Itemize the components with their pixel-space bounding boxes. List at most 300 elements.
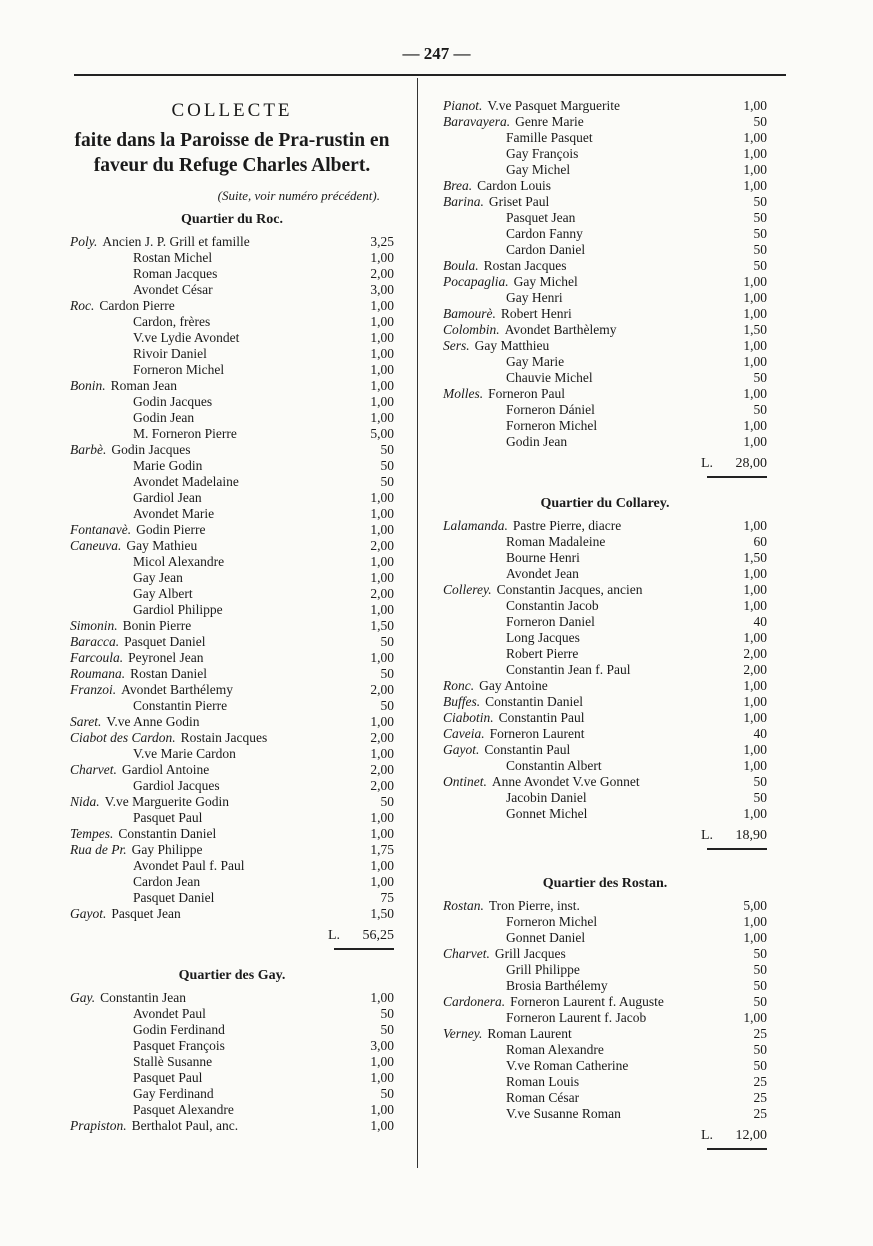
donor-name: Rostan Jacques (483, 258, 567, 273)
donor-name: Jacobin Daniel (506, 790, 587, 805)
donation-amount: 50 (753, 1058, 767, 1073)
donor-row (70, 234, 394, 250)
donation-amount: 50 (380, 666, 394, 681)
donor-name: Godin Jacques (111, 442, 191, 457)
donation-amount: 1,00 (370, 490, 394, 505)
donation-amount: 1,00 (743, 418, 767, 433)
header-rule (74, 74, 786, 76)
donor-row (443, 386, 767, 402)
donor-row (443, 1042, 767, 1058)
donor-name: Godin Jacques (133, 394, 213, 409)
place-name: Cardonera. (443, 994, 506, 1009)
section-gay-continued-list (443, 98, 767, 450)
total-label: L. (700, 1128, 713, 1143)
donation-amount: 5,00 (743, 898, 767, 913)
donor-name: Rostan Daniel (130, 666, 207, 681)
donor-row (443, 434, 767, 450)
place-name: Ronc. (443, 678, 475, 693)
donor-name: Constantin Pierre (133, 698, 228, 713)
donation-amount: 1,00 (743, 290, 767, 305)
donor-name: Gardiol Jean (133, 490, 202, 505)
donor-row (70, 266, 394, 282)
donor-name: Avondet Jean (506, 566, 579, 581)
donation-amount: 2,00 (370, 762, 394, 777)
donation-amount: 1,00 (370, 250, 394, 265)
donor-name: Gay Antoine (479, 678, 548, 693)
donation-amount: 50 (753, 962, 767, 977)
donor-name: Anne Avondet V.ve Gonnet (491, 774, 640, 789)
donor-name: V.ve Anne Godin (106, 714, 200, 729)
donation-amount: 2,00 (370, 730, 394, 745)
donor-name: Forneron Paul (488, 386, 565, 401)
donation-amount: 1,00 (370, 506, 394, 521)
donor-name: Griset Paul (488, 194, 550, 209)
donor-name: Berthalot Paul, anc. (131, 1118, 239, 1133)
place-name: Pianot. (443, 98, 483, 113)
donor-name: Chauvie Michel (506, 370, 593, 385)
donor-name: Stallè Susanne (133, 1054, 213, 1069)
donation-amount: 1,00 (743, 518, 767, 533)
section-gay-list (70, 990, 394, 1134)
section-heading-rostan: Quartier des Rostan. (542, 876, 668, 891)
donor-row (443, 534, 767, 550)
donor-name: Micol Alexandre (133, 554, 225, 569)
donor-name: Gay Marie (506, 354, 565, 369)
donor-row (70, 858, 394, 874)
donation-amount: 50 (753, 210, 767, 225)
place-name: Gayot. (70, 906, 107, 921)
donor-name: Cardon Fanny (506, 226, 583, 241)
donor-row (443, 242, 767, 258)
donation-amount: 1,00 (743, 306, 767, 321)
donor-row (443, 518, 767, 534)
donation-amount: 50 (753, 370, 767, 385)
donor-row (443, 946, 767, 962)
donor-row (70, 794, 394, 810)
place-name: Roc. (70, 298, 95, 313)
donor-name: Roman Laurent (487, 1026, 572, 1041)
donor-name: Pasquet Paul (133, 1070, 203, 1085)
donor-name: Grill Philippe (506, 962, 580, 977)
donor-row (70, 1038, 394, 1054)
donation-amount: 1,00 (743, 386, 767, 401)
donation-amount: 1,00 (743, 1010, 767, 1025)
donor-row (70, 634, 394, 650)
donor-name: Pasquet Jean (111, 906, 181, 921)
donor-name: Bourne Henri (506, 550, 580, 565)
place-name: Baravayera. (443, 114, 511, 129)
donor-row (70, 698, 394, 714)
total-rule (707, 1148, 767, 1150)
donor-name: Cardon, frères (133, 314, 211, 329)
donation-amount: 2,00 (370, 266, 394, 281)
donation-amount: 1,00 (743, 338, 767, 353)
donation-amount: 1,00 (743, 930, 767, 945)
section-rostan-list (443, 898, 767, 1122)
place-name: Colombin. (443, 322, 500, 337)
donation-amount: 1,00 (743, 566, 767, 581)
donor-name: Pasquet Paul (133, 810, 203, 825)
place-name: Simonin. (70, 618, 118, 633)
donor-name: Rivoir Daniel (133, 346, 207, 361)
donor-name: Gay François (506, 146, 579, 161)
donor-row (70, 378, 394, 394)
donor-name: Pasquet Daniel (124, 634, 206, 649)
donation-amount: 2,00 (743, 662, 767, 677)
donor-name: V.ve Roman Catherine (506, 1058, 629, 1073)
donor-row (70, 330, 394, 346)
donor-row (443, 274, 767, 290)
donor-row (70, 1118, 394, 1134)
total-label: L. (700, 828, 713, 843)
section-heading-collarey: Quartier du Collarey. (540, 496, 670, 511)
donation-amount: 1,00 (743, 434, 767, 449)
donor-row (443, 1058, 767, 1074)
donor-row (443, 178, 767, 194)
donor-name: Gay Albert (133, 586, 193, 601)
collection-subtitle: faite dans la Paroisse de Pra-rustin en faveur du Refuge Charles Albert. (74, 130, 390, 176)
donation-amount: 25 (753, 1074, 767, 1089)
donor-row (70, 842, 394, 858)
donor-row (443, 290, 767, 306)
donor-name: Marie Godin (133, 458, 203, 473)
place-name: Farcoula. (70, 650, 124, 665)
donor-name: Constantin Daniel (485, 694, 583, 709)
donor-name: Ancien J. P. Grill et famille (102, 234, 250, 249)
donation-amount: 1,00 (370, 990, 394, 1005)
donation-amount: 1,00 (370, 570, 394, 585)
donor-row (70, 714, 394, 730)
collection-title: COLLECTE (171, 100, 293, 121)
section-collarey-total (443, 826, 767, 846)
left-column (70, 100, 394, 1134)
donation-amount: 1,00 (743, 98, 767, 113)
place-name: Verney. (443, 1026, 483, 1041)
donor-row (70, 394, 394, 410)
donation-amount: 1,00 (370, 378, 394, 393)
donation-amount: 1,00 (743, 130, 767, 145)
donation-amount: 2,00 (370, 586, 394, 601)
donation-amount: 3,00 (370, 1038, 394, 1053)
total-label: L. (700, 456, 713, 471)
donation-amount: 1,00 (743, 274, 767, 289)
donor-name: Constantin Jacques, ancien (496, 582, 643, 597)
donor-row (70, 618, 394, 634)
donor-row (70, 1086, 394, 1102)
donor-row (443, 130, 767, 146)
donor-row (70, 778, 394, 794)
donor-name: Avondet Marie (133, 506, 215, 521)
donation-amount: 1,00 (743, 710, 767, 725)
donor-name: Gay Henri (506, 290, 563, 305)
donation-amount: 1,00 (370, 602, 394, 617)
donation-amount: 1,00 (743, 146, 767, 161)
donation-amount: 50 (380, 1006, 394, 1021)
donation-amount: 2,00 (370, 538, 394, 553)
column-divider (417, 78, 418, 1168)
donor-name: Avondet Madelaine (133, 474, 239, 489)
donation-amount: 50 (753, 946, 767, 961)
donor-row (443, 914, 767, 930)
donation-amount: 1,00 (370, 298, 394, 313)
donation-amount: 75 (380, 890, 394, 905)
donor-row (443, 194, 767, 210)
donor-row (443, 338, 767, 354)
place-name: Nida. (70, 794, 100, 809)
donor-name: Pasquet François (133, 1038, 225, 1053)
donation-amount: 25 (753, 1026, 767, 1041)
donor-row (70, 1070, 394, 1086)
donor-name: Forneron Michel (506, 914, 598, 929)
donation-amount: 1,00 (370, 714, 394, 729)
donor-name: Gardiol Philippe (133, 602, 223, 617)
donor-row (443, 726, 767, 742)
donation-amount: 1,00 (370, 522, 394, 537)
continuation-note: (Suite, voir numéro précédent). (217, 188, 380, 203)
donation-amount: 50 (380, 634, 394, 649)
donor-name: Roman Louis (506, 1074, 580, 1089)
donor-row (443, 806, 767, 822)
donor-name: V.ve Susanne Roman (506, 1106, 621, 1121)
donor-name: Tron Pierre, inst. (488, 898, 580, 913)
total-value: 56,25 (362, 928, 394, 943)
section-heading-gay: Quartier des Gay. (178, 968, 286, 983)
donor-row (70, 522, 394, 538)
donor-name: Avondet Paul f. Paul (133, 858, 245, 873)
donor-row (70, 666, 394, 682)
donation-amount: 1,00 (743, 178, 767, 193)
donation-amount: 1,00 (743, 806, 767, 821)
place-name: Collerey. (443, 582, 492, 597)
donor-row (443, 790, 767, 806)
donor-row (443, 1090, 767, 1106)
donation-amount: 1,00 (370, 362, 394, 377)
donor-name: Gay Jean (133, 570, 183, 585)
donor-name: V.ve Pasquet Marguerite (487, 98, 620, 113)
donor-name: Cardon Jean (133, 874, 201, 889)
place-name: Molles. (443, 386, 484, 401)
place-name: Saret. (70, 714, 102, 729)
donation-amount: 1,00 (743, 354, 767, 369)
donor-row (70, 730, 394, 746)
section-collarey-list (443, 518, 767, 822)
donation-amount: 1,00 (743, 694, 767, 709)
donor-name: Constantin Daniel (118, 826, 217, 841)
donor-name: Bonin Pierre (122, 618, 192, 633)
donation-amount: 1,00 (743, 758, 767, 773)
donor-row (70, 874, 394, 890)
donation-amount: 25 (753, 1106, 767, 1121)
donor-row (70, 474, 394, 490)
donor-name: Godin Jean (133, 410, 195, 425)
place-name: Tempes. (70, 826, 114, 841)
donor-row (443, 322, 767, 338)
donation-amount: 1,00 (370, 810, 394, 825)
donor-name: V.ve Marie Cardon (133, 746, 236, 761)
donor-name: Avondet Barthèlemy (504, 322, 617, 337)
donation-amount: 1,00 (370, 746, 394, 761)
donor-name: Forneron Daniel (506, 614, 595, 629)
donor-name: Brosia Barthélemy (506, 978, 608, 993)
donor-row (70, 1022, 394, 1038)
total-value: 18,90 (735, 828, 767, 843)
donor-name: Godin Pierre (136, 522, 206, 537)
donor-row (70, 586, 394, 602)
donation-amount: 1,00 (370, 410, 394, 425)
donor-row (70, 426, 394, 442)
donation-amount: 50 (753, 790, 767, 805)
donor-name: V.ve Marguerite Godin (104, 794, 229, 809)
donor-row (70, 490, 394, 506)
donation-amount: 50 (753, 994, 767, 1009)
donor-row (443, 630, 767, 646)
donor-row (443, 1074, 767, 1090)
place-name: Rua de Pr. (70, 842, 127, 857)
donor-row (443, 582, 767, 598)
donor-name: Rostain Jacques (180, 730, 268, 745)
donation-amount: 1,00 (370, 826, 394, 841)
donor-name: Grill Jacques (494, 946, 566, 961)
donor-row (70, 346, 394, 362)
donor-name: Roman Jacques (133, 266, 218, 281)
donor-name: Cardon Pierre (99, 298, 175, 313)
donor-row (70, 890, 394, 906)
donor-row (443, 114, 767, 130)
donation-amount: 50 (753, 242, 767, 257)
donor-row (443, 306, 767, 322)
donor-name: Long Jacques (506, 630, 580, 645)
donor-name: Gonnet Michel (506, 806, 588, 821)
donation-amount: 1,00 (743, 678, 767, 693)
place-name: Pocapaglia. (443, 274, 509, 289)
donor-row (70, 250, 394, 266)
donation-amount: 1,50 (370, 618, 394, 633)
donor-row (70, 762, 394, 778)
donor-name: V.ve Lydie Avondet (133, 330, 240, 345)
donation-amount: 1,00 (743, 162, 767, 177)
donor-name: Robert Pierre (506, 646, 579, 661)
place-name: Gay. (70, 990, 96, 1005)
donor-name: Pasquet Daniel (133, 890, 215, 905)
donation-amount: 1,00 (370, 1102, 394, 1117)
donation-amount: 3,25 (370, 234, 394, 249)
donation-amount: 1,00 (370, 1118, 394, 1133)
donor-name: Famille Pasquet (506, 130, 593, 145)
donation-amount: 1,00 (370, 554, 394, 569)
donation-amount: 3,00 (370, 282, 394, 297)
donation-amount: 2,00 (743, 646, 767, 661)
donor-name: Gonnet Daniel (506, 930, 586, 945)
place-name: Brea. (443, 178, 473, 193)
place-name: Rostan. (443, 898, 484, 913)
donor-row (443, 550, 767, 566)
total-label: L. (327, 928, 340, 943)
donation-amount: 1,00 (743, 914, 767, 929)
section-roc-total (70, 926, 394, 946)
donor-row (443, 758, 767, 774)
donor-name: Forneron Laurent f. Jacob (506, 1010, 647, 1025)
place-name: Buffes. (443, 694, 481, 709)
donor-name: Constantin Albert (506, 758, 602, 773)
place-name: Roumana. (70, 666, 126, 681)
donor-name: Constantin Paul (498, 710, 585, 725)
donor-name: Constantin Jacob (506, 598, 599, 613)
donor-row (443, 678, 767, 694)
donor-row (443, 162, 767, 178)
place-name: Charvet. (443, 946, 490, 961)
donor-name: Roman Madaleine (506, 534, 606, 549)
donor-row (70, 506, 394, 522)
donor-row (70, 906, 394, 922)
donor-name: Pastre Pierre, diacre (512, 518, 622, 533)
donor-name: Gay Philippe (131, 842, 203, 857)
donation-amount: 5,00 (370, 426, 394, 441)
donor-name: Constantin Jean (100, 990, 186, 1005)
donation-amount: 1,00 (370, 346, 394, 361)
place-name: Baracca. (70, 634, 120, 649)
donor-row (70, 602, 394, 618)
place-name: Franzoi. (70, 682, 117, 697)
donor-name: Roman César (506, 1090, 580, 1105)
donation-amount: 1,00 (370, 650, 394, 665)
place-name: Lalamanda. (443, 518, 508, 533)
total-value: 12,00 (735, 1128, 767, 1143)
donor-row (70, 746, 394, 762)
donation-amount: 1,00 (370, 314, 394, 329)
donation-amount: 50 (753, 226, 767, 241)
donor-row (70, 1006, 394, 1022)
donor-name: Cardon Daniel (506, 242, 586, 257)
total-value: 28,00 (735, 456, 767, 471)
donor-row (70, 314, 394, 330)
section-heading-roc: Quartier du Roc. (180, 212, 283, 227)
donation-amount: 25 (753, 1090, 767, 1105)
donor-name: Forneron Laurent (489, 726, 585, 741)
donation-amount: 40 (753, 614, 767, 629)
donor-row (443, 742, 767, 758)
donor-row (70, 554, 394, 570)
donor-name: Godin Ferdinand (133, 1022, 225, 1037)
donation-amount: 50 (380, 698, 394, 713)
donor-name: Robert Henri (500, 306, 572, 321)
donor-row (443, 98, 767, 114)
donor-name: Gardiol Antoine (121, 762, 210, 777)
place-name: Caneuva. (70, 538, 122, 553)
place-name: Ontinet. (443, 774, 487, 789)
donation-amount: 2,00 (370, 778, 394, 793)
donation-amount: 1,00 (370, 874, 394, 889)
donation-amount: 1,00 (743, 742, 767, 757)
place-name: Bonin. (70, 378, 106, 393)
place-name: Gayot. (443, 742, 480, 757)
donation-amount: 50 (380, 1086, 394, 1101)
donor-row (443, 418, 767, 434)
donor-row (443, 694, 767, 710)
place-name: Barbè. (70, 442, 107, 457)
donor-name: Pasquet Alexandre (133, 1102, 234, 1117)
donor-row (70, 442, 394, 458)
donor-name: Roman Jean (110, 378, 177, 393)
donor-row (70, 810, 394, 826)
donation-amount: 50 (380, 458, 394, 473)
donor-row (443, 614, 767, 630)
donation-amount: 1,00 (370, 1054, 394, 1069)
donor-row (443, 978, 767, 994)
donor-name: Forneron Dániel (506, 402, 595, 417)
donor-row (443, 258, 767, 274)
donor-name: Rostan Michel (133, 250, 213, 265)
donor-row (443, 662, 767, 678)
